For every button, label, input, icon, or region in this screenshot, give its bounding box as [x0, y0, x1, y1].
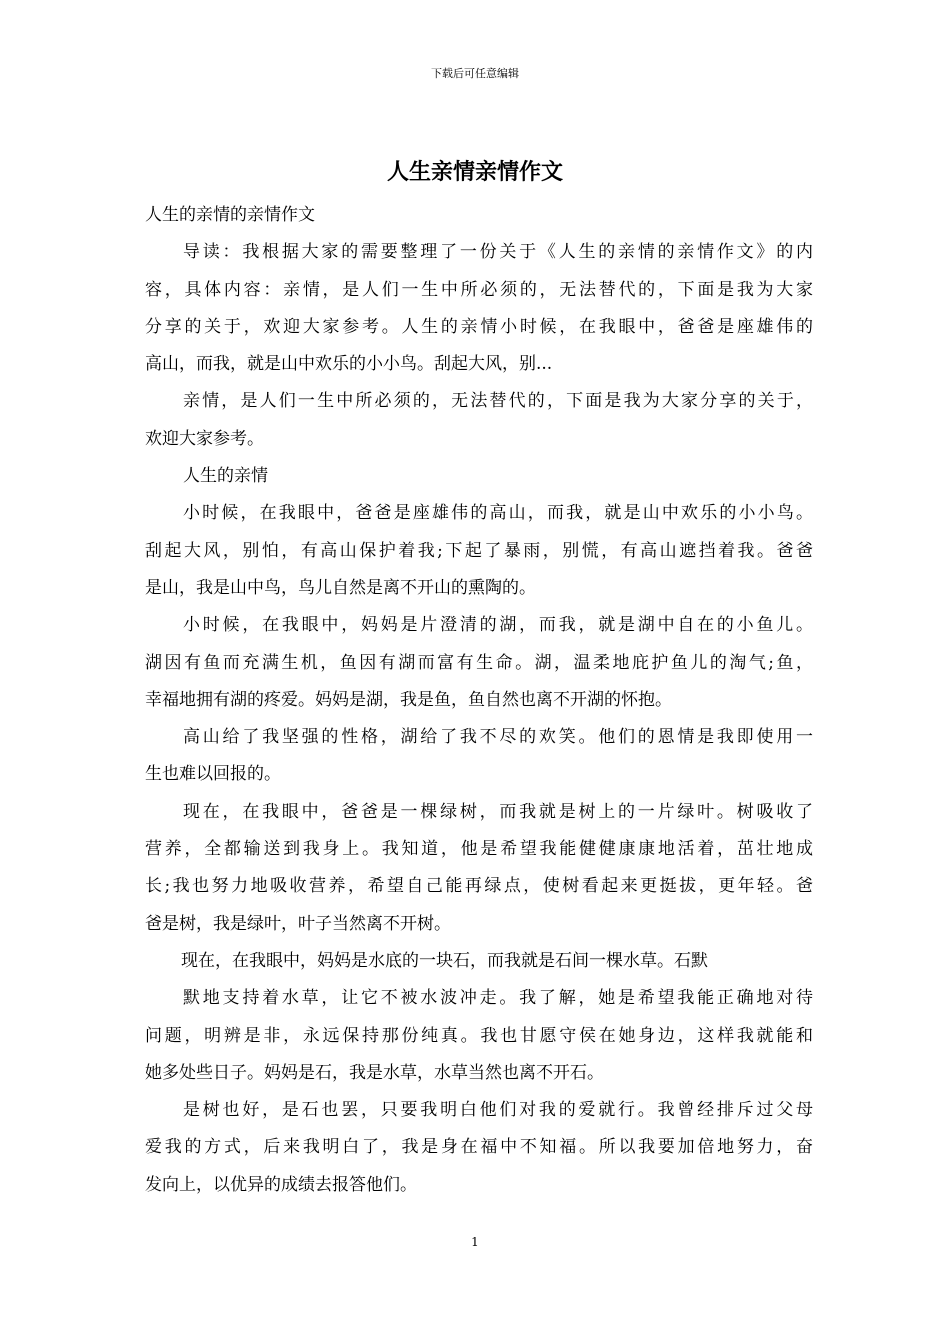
- section-heading: 人生的亲情: [183, 466, 268, 487]
- paragraph-line: 小时候，在我眼中，妈妈是片澄清的湖，而我，就是湖中自在的小鱼儿。: [183, 615, 813, 636]
- paragraph-line: 长;我也努力地吸收营养，希望自己能再绿点，使树看起来更挺拔，更年轻。爸: [145, 876, 813, 897]
- subtitle-line: 人生的亲情的亲情作文: [145, 205, 315, 225]
- paragraph-line: 问题，明辨是非，永远保持那份纯真。我也甘愿守侯在她身边，这样我就能和: [145, 1025, 813, 1046]
- paragraph-line: 幸福地拥有湖的疼爱。妈妈是湖，我是鱼，鱼自然也离不开湖的怀抱。: [145, 689, 672, 710]
- document-body: [145, 197, 813, 1204]
- paragraph-line: 亲情，是人们一生中所必须的，无法替代的，下面是我为大家分享的关于，: [183, 391, 813, 412]
- paragraph-line: 爸是树，我是绿叶，叶子当然离不开树。: [145, 913, 451, 934]
- paragraph-line: 导读：我根据大家的需要整理了一份关于《人生的亲情的亲情作文》的内: [183, 242, 813, 263]
- page-header: 下载后可任意编辑: [431, 67, 519, 80]
- paragraph-line: 高山，而我，就是山中欢乐的小小鸟。刮起大风，别...: [145, 354, 553, 375]
- paragraph-line: 是树也好，是石也罢，只要我明白他们对我的爱就行。我曾经排斥过父母: [183, 1100, 813, 1121]
- paragraph-line: 发向上，以优异的成绩去报答他们。: [145, 1174, 417, 1195]
- document-title: 人生亲情亲情作文: [386, 159, 563, 185]
- paragraph-line: 容，具体内容：亲情，是人们一生中所必须的，无法替代的，下面是我为大家: [145, 279, 813, 300]
- paragraph-line: 生也难以回报的。: [145, 764, 281, 785]
- paragraph-line: 是山，我是山中鸟，鸟儿自然是离不开山的熏陶的。: [145, 577, 536, 598]
- paragraph-line: 小时候，在我眼中，爸爸是座雄伟的高山，而我，就是山中欢乐的小小鸟。: [183, 503, 813, 524]
- paragraph-line: 现在，在我眼中，爸爸是一棵绿树，而我就是树上的一片绿叶。树吸收了: [183, 801, 813, 822]
- paragraph-line: 她多处些日子。妈妈是石，我是水草，水草当然也离不开石。: [145, 1062, 604, 1083]
- paragraph-line: 爱我的方式，后来我明白了，我是身在福中不知福。所以我要加倍地努力，奋: [145, 1137, 813, 1158]
- paragraph-line: 湖因有鱼而充满生机，鱼因有湖而富有生命。湖，温柔地庇护鱼儿的淘气;鱼，: [145, 652, 813, 673]
- paragraph-line: 默地支持着水草，让它不被水波冲走。我了解，她是希望我能正确地对待: [183, 988, 813, 1009]
- paragraph-line: 分享的关于，欢迎大家参考。人生的亲情小时候，在我眼中，爸爸是座雄伟的: [145, 316, 813, 337]
- paragraph-line: 高山给了我坚强的性格，湖给了我不尽的欢笑。他们的恩情是我即使用一: [183, 727, 813, 748]
- page-number: 1: [471, 1235, 479, 1249]
- paragraph-line: 欢迎大家参考。: [145, 428, 264, 449]
- paragraph-line: 刮起大风，别怕，有高山保护着我;下起了暴雨，别慌，有高山遮挡着我。爸爸: [145, 540, 813, 561]
- paragraph-line: 营养，全都输送到我身上。我知道，他是希望我能健健康康地活着，茁壮地成: [145, 839, 813, 860]
- paragraph-line: 现在，在我眼中，妈妈是水底的一块石，而我就是石间一棵水草。石默: [181, 950, 708, 971]
